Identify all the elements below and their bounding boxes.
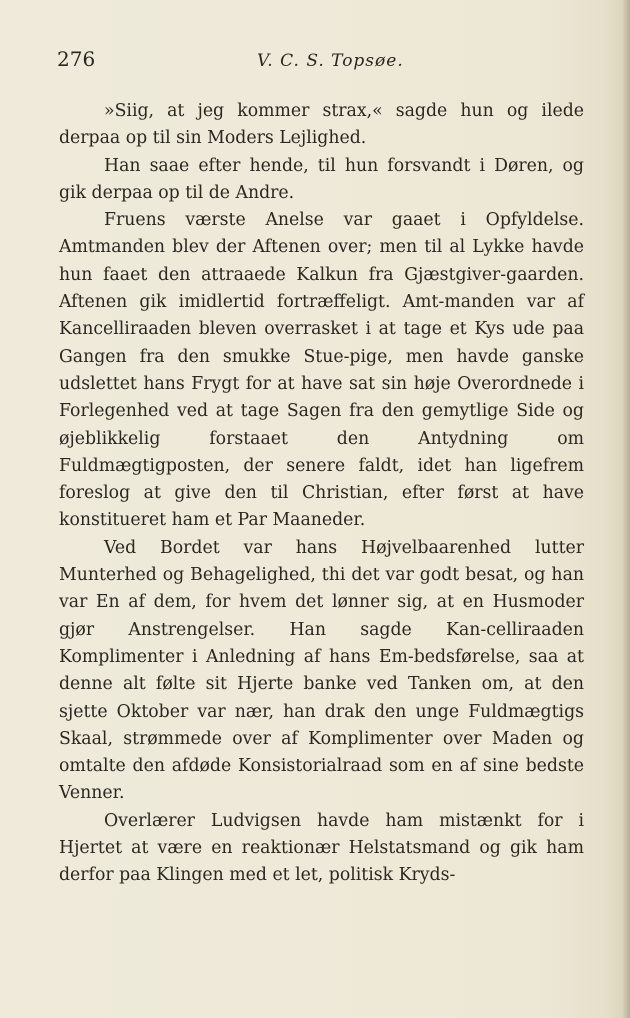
paragraph: Ved Bordet var hans Højvelbaarenhed lutter Munterhed og Behagelighed, thi det var godt besat, og han var En af dem, for hvem det lønner sig, at en Husmoder gjør Anstrengelser. Han sagde Kan-celliraaden Komplimenter i Anledning af hans Em-bedsførelse, saa at denne alt følte sit Hjerte banke ved Tanken om, at den sjette Oktober var nær, han drak den unge Fuldmægtigs Skaal, strømmede over af Komplimenter over Maden og omtalte den afdøde Konsistorialraad som en af sine bedste Venner. [59,537,584,804]
page-header [57,47,583,77]
paragraph: Overlærer Ludvigsen havde ham mistænkt for i Hjertet at være en reaktionær Helstatsmand og gik ham derfor paa Klingen med et let, politisk Kryds- [59,810,584,886]
paragraph: Fruens værste Anelse var gaaet i Opfyldelse. Amtmanden blev der Aftenen over; men til al Lykke havde hun faaet den attraaede Kalkun fra Gjæstgiver-gaarden. Aftenen gik imidlertid fortræffeligt. Amt-manden var af Kancelliraaden bleven overrasket i at tage et Kys ude paa Gangen fra den smukke Stue-pige, men havde ganske udslettet hans Frygt for at have sat sin høje Overordnede i Forlegenhed ved at tage Sagen fra den gemytlige Side og øjeblikkelig forstaaet den Antydning om Fuldmægtigposten, der senere faldt, idet han ligefrem foreslog at give den til Christian, efter først at have konstitueret ham et Par Maaneder. [59,210,584,531]
body-text [59,98,584,890]
page-number: 276 [57,47,96,71]
paragraph: »Siig, at jeg kommer strax,« sagde hun og ilede derpaa op til sin Moders Lejlighed. [59,101,584,149]
running-head: V. C. S. Topsøe. [257,51,404,71]
page-edge-shadow [622,0,630,1018]
paragraph: Han saae efter hende, til hun forsvandt i Døren, og gik derpaa op til de Andre. [59,155,584,203]
